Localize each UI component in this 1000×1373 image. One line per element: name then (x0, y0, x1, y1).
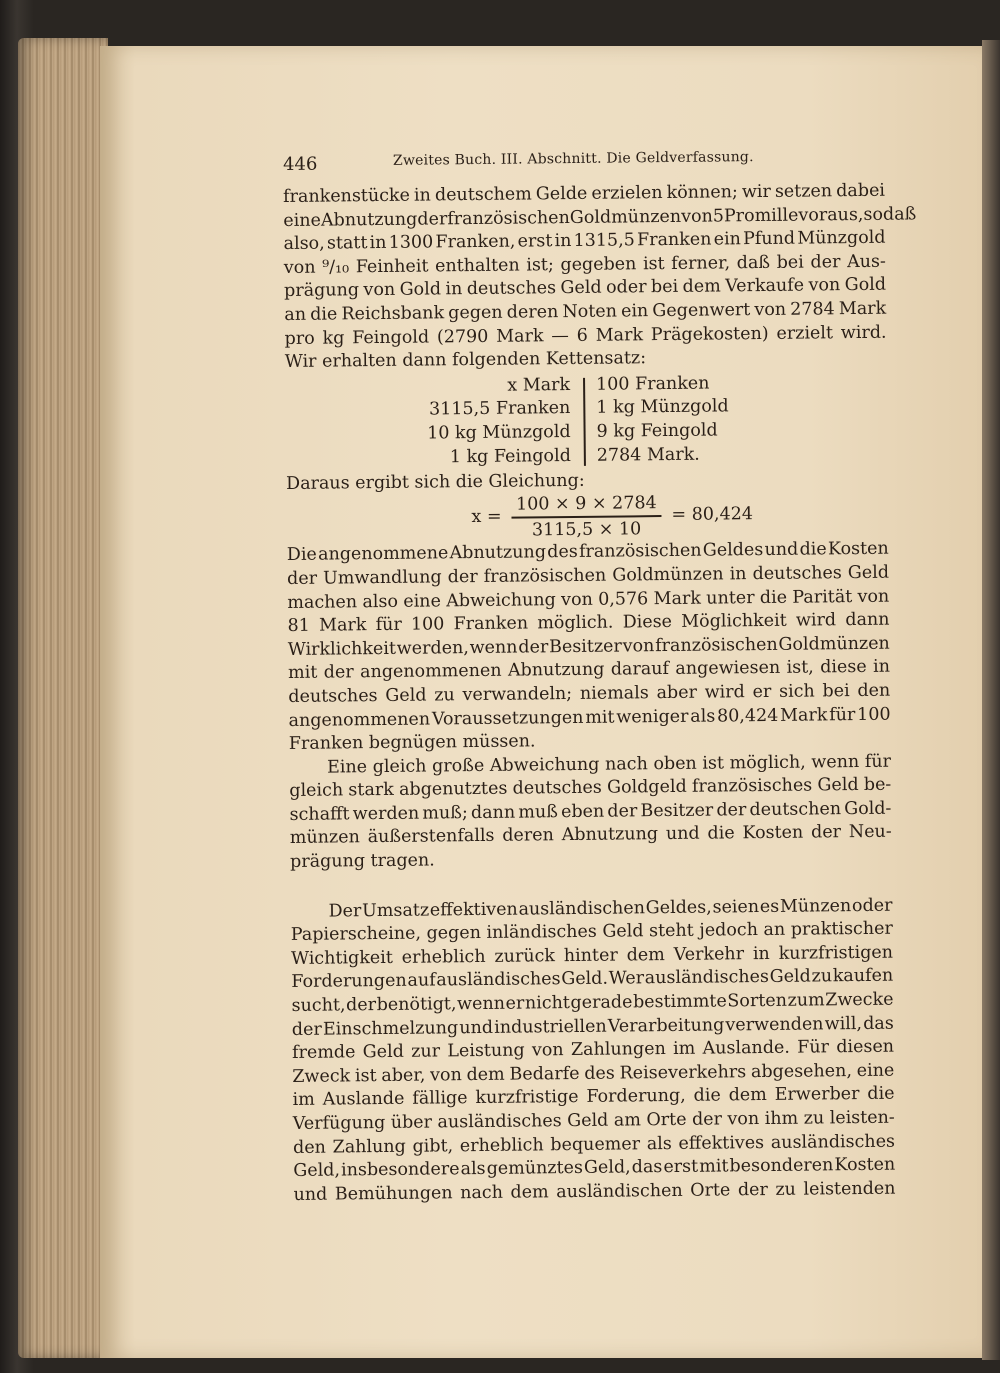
paragraph-3 (289, 750, 892, 874)
kettensatz-right-row: 9 kg Feingold (596, 420, 718, 442)
formula-lhs: x = (471, 507, 502, 528)
text-line: und Bemühungen nach dem ausländischen Orte der zu leistenden (293, 1178, 896, 1205)
gleichung-intro: Daraus ergibt sich die Gleichung: (286, 470, 585, 494)
kettensatz-right-row: 2784 Mark. (596, 444, 700, 466)
kettensatz-left-row: x Mark (507, 374, 571, 396)
kettensatz-left-row: 1 kg Feingold (449, 445, 571, 467)
text-line: deutsches Geld zu verwandeln; niemals aber wird er sich bei den (288, 680, 891, 707)
text-line: fremde Geld zur Leistung von Zahlungen im Auslande. Für diesen (291, 1036, 895, 1064)
text-line: Die angenommene Abnutzung des französischen Geldes und die Kosten (286, 539, 889, 566)
text-line: Franken begnügen müssen. (288, 731, 536, 755)
page-stack-edge (18, 38, 108, 1358)
kettensatz-divider (583, 378, 585, 466)
page-number: 446 (282, 153, 318, 175)
formula-numerator: 100 × 9 × 2784 (515, 493, 657, 515)
text-line: gleich stark abgenutztes deutsches Goldgeld französisches Geld be- (289, 774, 892, 802)
text-line: sucht, der benötigt, wenn er nicht gerade bestimmte Sorten zum Zwecke (291, 989, 894, 1016)
text-line: pro kg Feingold (2790 Mark — 6 Mark Prägekosten) erzielt wird. (284, 322, 887, 349)
text-line: der Umwandlung der französischen Goldmünzen in deutsches Geld (287, 562, 890, 589)
page-header (283, 140, 883, 176)
paragraph-4 (290, 894, 895, 1207)
text-line: frankenstücke in deutschem Gelde erzielen können; wir setzen dabei (283, 180, 886, 207)
text-line: Der Umsatz effektiven ausländischen Geldes, seien es Münzen oder (328, 895, 893, 922)
kettensatz-left-column (285, 374, 571, 471)
formula-result: = 80,424 (671, 504, 754, 526)
kettensatz-right-column (596, 371, 877, 468)
running-head: Zweites Buch. III. Abschnitt. Die Geldverfassung. (392, 149, 754, 169)
text-line: angenommenen Voraussetzungen mit weniger als 80,424 Mark für 100 (288, 704, 891, 731)
text-line: im Auslande fällige kurzfristige Forderung, die dem Erwerber die (292, 1084, 895, 1111)
text-line: Zweck ist aber, von dem Bedarfe des Reiseverkehrs abgesehen, eine (292, 1060, 895, 1087)
formula-denominator: 3115,5 × 10 (531, 519, 642, 541)
text-line: Verfügung über ausländisches Geld am Orte der von ihm zu leisten- (292, 1107, 895, 1134)
kettensatz-left-row: 10 kg Münzgold (427, 421, 571, 444)
text-line: eine Abnutzung der französischen Goldmünzen von 5 Promille voraus, sodaß (283, 203, 917, 231)
kettensatz-left-row: 3115,5 Franken (428, 398, 571, 420)
text-line: Geld, insbesondere als gemünztes Geld, das erst mit besonderen Kosten (293, 1154, 896, 1182)
text-line: 81 Mark für 100 Franken möglich. Diese Möglichkeit wird dann (287, 609, 890, 637)
text-line: münzen äußerstenfalls deren Abnutzung und die Kosten der Neu- (289, 822, 892, 849)
kettensatz (285, 370, 888, 472)
book-gutter-right (982, 40, 1000, 1360)
text-line: prägung von Gold in deutsches Geld oder bei dem Verkaufe von Gold (283, 275, 887, 302)
kettensatz-right-row: 100 Franken (595, 373, 710, 395)
text-line: Forderungen auf ausländisches Geld. Wer ausländisches Geld zu kaufen (291, 966, 894, 993)
text-line: schafft werden muß; dann muß eben der Besitzer der deutschen Gold- (289, 798, 892, 825)
text-line: mit der angenommenen Abnutzung darauf angewiesen ist, diese in (287, 656, 891, 684)
paragraph-2 (287, 538, 891, 757)
text-line: Papierscheine, gegen inländisches Geld steht jedoch an praktischer (290, 918, 893, 946)
paragraph-1 (283, 180, 917, 375)
text-line: Eine gleich große Abweichung nach oben ist möglich, wenn für (326, 751, 892, 778)
text-line: also, statt in 1300 Franken, erst in 1315,5 Franken ein Pfund Münzgold (283, 227, 886, 255)
text-line: Wirklichkeit werden, wenn der Besitzer von französischen Goldmünzen (287, 633, 890, 660)
text-line: den Zahlung gibt, erheblich bequemer als effektives ausländisches (292, 1131, 896, 1158)
text-line: der Einschmelzung und industriellen Verarbeitung verwenden will, das (291, 1013, 894, 1040)
formula (286, 490, 888, 544)
text-line: Wichtigkeit erheblich zurück hinter dem Verkehr in kurzfristigen (290, 942, 894, 969)
text-line: Wir erhalten dann folgenden Kettensatz: (284, 348, 647, 373)
text-line: von ⁹/₁₀ Feinheit enthalten ist; gegeben ist ferner, daß bei der Aus- (283, 251, 886, 278)
formula-fraction (511, 492, 661, 541)
kettensatz-right-row: 1 kg Münzgold (596, 396, 729, 419)
text-line: prägung tragen. (289, 850, 435, 873)
text-line: machen also eine Abweichung von 0,576 Mark unter die Parität von (287, 586, 890, 613)
text-line: an die Reichsbank gegen deren Noten ein Gegenwert von 2784 Mark (284, 298, 887, 325)
body-text (283, 180, 917, 1208)
